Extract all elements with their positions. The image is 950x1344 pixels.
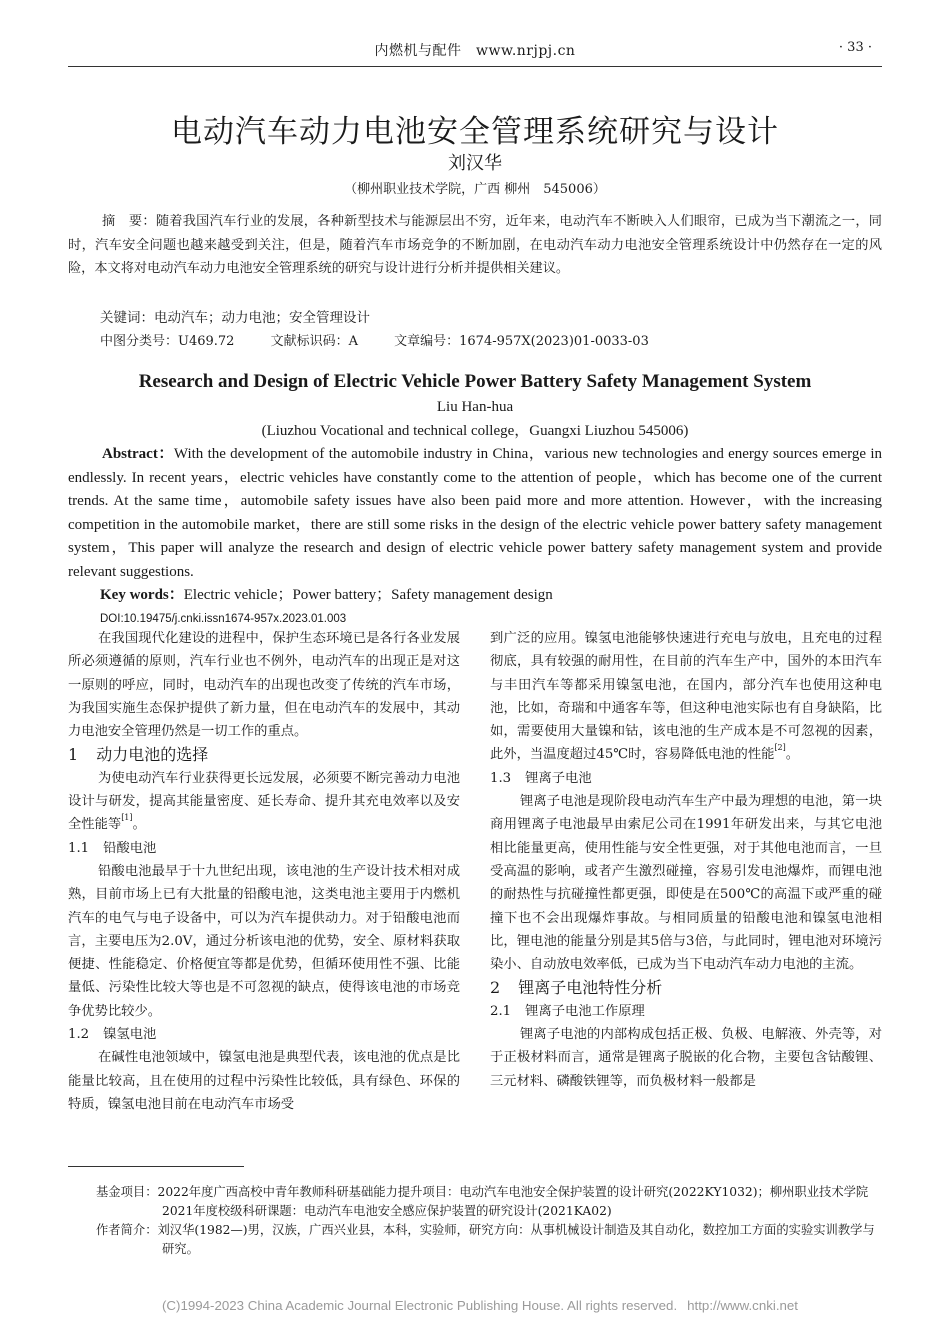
chinese-abstract-text: 随着我国汽车行业的发展，各种新型技术与能源层出不穷，近年来，电动汽车不断映入人们眼帘，已成为当下潮流之一，同时，汽车安全问题也越来越受到关注，但是，随着汽车市场竞争的不断加剧，在电动汽车动力电池安全管理系统设计中仍然存在一定的风险，本文将对电动汽车动力电池安全管理系统的研究与设计进行分析并提供相关建议。 [68, 214, 882, 276]
section-title: 动力电池的选择 [96, 745, 209, 765]
classification-line [100, 331, 677, 353]
paragraph-end: 。 [132, 817, 146, 833]
footnotes [96, 1183, 882, 1259]
copyright-footer [0, 1296, 950, 1316]
section-number: 1.3 [490, 770, 512, 786]
section-2-1-heading [490, 1000, 882, 1023]
paragraph-text: 到广泛的应用。镍氢电池能够快速进行充电与放电，且充电的过程彻底，具有较强的耐用性，在目前的汽车生产中，国外的本田汽车与丰田汽车等都采用镍氢电池，在国内，部分汽车也使用这种电池，比如，奇瑞和中通客车等，但这种电池实际也有自身缺陷，比如，需要使用大量镍和钴，该电池的生产成本是不可忽视的因素，此外，当温度超过45℃时，容易降低电池的性能 [490, 631, 882, 763]
chinese-affiliation: （柳州职业技术学院，广西 柳州 545006） [344, 182, 606, 197]
running-header [68, 38, 882, 67]
section-number: 2 [490, 978, 501, 998]
section-number: 1 [68, 745, 79, 765]
footnote-divider [68, 1166, 244, 1167]
doi[interactable]: DOI:10.19475/j.cnki.issn1674-957x.2023.01.003 [100, 613, 347, 625]
funding-label: 基金项目： [96, 1185, 158, 1199]
english-abstract-label: Abstract： [102, 446, 174, 462]
section-title: 镍氢电池 [103, 1027, 157, 1043]
page-number: · 33 · [838, 40, 872, 55]
english-title: Research and Design of Electric Vehicle Power Battery Safety Management System [138, 371, 812, 392]
section-1-2-continued [490, 627, 882, 767]
english-author: Liu Han-hua [436, 399, 514, 415]
section-1-1-paragraph: 铅酸电池最早于十九世纪出现，该电池的生产设计技术相对成熟，目前市场上已有大批量的铅酸电池，这类电池主要用于内燃机汽车的电气与电子设备中，可以为汽车提供动力。对于铅酸电池而言，主要电压为2.0V，通过分析该电池的优势，安全、原材料获取便捷、性能稳定、价格便宜等都是优势，但循环使用性不强、比能量低、污染性比较大等也是不可忽视的缺点，使得该电池的市场竞争优势比较少。 [68, 863, 460, 1019]
section-title: 铅酸电池 [103, 840, 157, 856]
author-bio-text: 刘汉华(1982—)男，汉族，广西兴业县，本科，实验师，研究方向：从事机械设计制造及其自动化，数控加工方面的实验实训教学与研究。 [157, 1223, 875, 1256]
right-column [490, 627, 882, 1093]
english-keywords [100, 584, 553, 606]
section-1-2-paragraph: 在碱性电池领域中，镍氢电池是典型代表，该电池的优点是比能量比较高，且在使用的过程中污染性比较低，具有绿色、环保的特质，镍氢电池目前在电动汽车市场受 [68, 1050, 460, 1112]
section-number: 1.1 [68, 840, 90, 856]
chinese-keywords-text: 电动汽车；动力电池；安全管理设计 [154, 310, 370, 326]
section-1-paragraph [68, 767, 460, 837]
english-abstract [68, 443, 882, 585]
english-keywords-text: Electric vehicle；Power battery；Safety management design [183, 587, 553, 603]
section-2-heading [490, 976, 882, 999]
paragraph-end: 。 [785, 747, 800, 763]
citation[interactable]: [1] [121, 813, 133, 823]
section-number: 1.2 [68, 1027, 90, 1043]
funding-text: 2022年度广西高校中青年教师科研基础能力提升项目：电动汽车电池安全保护装置的设计研究(2022KY1032)；柳州职业技术学院2021年度校级科研课题：电动汽车电池安全感应保护装置的研究设计(2021KA02) [157, 1185, 869, 1218]
paragraph-text: 为使电动汽车行业获得更长远发展，必须要不断完善动力电池设计与研发，提高其能量密度、延长寿命、提升其充电效率以及安全性能等 [68, 770, 460, 833]
section-1-1-heading [68, 837, 460, 860]
chinese-author: 刘汉华 [448, 153, 502, 174]
author-bio-label: 作者简介： [96, 1223, 158, 1237]
english-abstract-text: With the development of the automobile industry in China，various new technologies and energy sources emerge in endlessly. In recent years，electric vehicles have constantly come to the attention of people，which has become one of the current trends. At the same time，automobile safety issues have also been paid more and more attention. However，with the increasing competition in the automobile market，there are still some risks in the design of the electric vehicle power battery safety management system，This paper will analyze the research and design of electric vehicle power battery safety management system and provide relevant suggestions. [68, 446, 882, 580]
intro-paragraph: 在我国现代化建设的进程中，保护生态环境已是各行各业发展所必须遵循的原则，汽车行业也不例外，电动汽车的出现正是对这一原则的呼应，同时，电动汽车的出现也改变了传统的汽车市场，为我国实施生态保护提供了新力量，但在电动汽车的发展中，其动力电池安全管理仍然是一切工作的重点。 [68, 631, 460, 740]
chinese-keywords-label: 关键词： [100, 310, 154, 326]
section-1-3-paragraph: 锂离子电池是现阶段电动汽车生产中最为理想的电池，第一块商用锂离子电池最早由索尼公司在1991年研发出来，与其它电池相比能量更高，使用性能与安全性更强，对于其他电池而言，一旦受高温的影响，或者产生激烈碰撞，容易引发电池爆炸，而锂电池的耐热性与抗碰撞性都更强，即使是在500℃的高温下或严重的碰撞下也不会出现爆炸事故。与相同质量的铅酸电池和镍氢电池相比，锂电池的能量分别是其5倍与3倍，与此同时，锂电池对环境污染小、自动放电效率低，已成为当下电动汽车动力电池的主流。 [490, 794, 882, 973]
copyright-text: (C)1994-2023 China Academic Journal Electronic Publishing House. All rights reserved. [161, 1298, 678, 1313]
document-code: 文献标识码：A [270, 334, 358, 349]
chinese-keywords [100, 307, 370, 329]
english-keywords-label: Key words： [100, 587, 184, 603]
left-column [68, 627, 460, 1116]
section-1-3-heading [490, 767, 882, 790]
journal-name: 内燃机与配件 www.nrjpj.cn [374, 43, 576, 59]
section-title: 锂离子电池特性分析 [518, 978, 663, 998]
section-title: 锂离子电池工作原理 [525, 1003, 645, 1019]
author-bio-note [96, 1221, 882, 1259]
section-number: 2.1 [490, 1003, 512, 1019]
section-title: 锂离子电池 [525, 770, 592, 786]
citation[interactable]: [2] [774, 743, 786, 753]
english-affiliation: (Liuzhou Vocational and technical college，Guangxi Liuzhou 545006) [261, 423, 689, 439]
chinese-abstract [68, 210, 882, 281]
chinese-title: 电动汽车动力电池安全管理系统研究与设计 [171, 114, 779, 150]
cnki-link[interactable]: http://www.cnki.net [687, 1298, 798, 1313]
chinese-abstract-label: 摘 要： [102, 214, 156, 229]
article-id: 文章编号：1674-957X(2023)01-0033-03 [394, 334, 649, 349]
section-1-heading [68, 743, 460, 766]
clc-number: 中图分类号：U469.72 [100, 334, 235, 349]
section-1-2-heading [68, 1023, 460, 1046]
section-2-1-paragraph: 锂离子电池的内部构成包括正极、负极、电解液、外壳等，对于正极材料而言，通常是锂离子脱嵌的化合物，主要包含钴酸锂、三元材料、磷酸铁锂等，而负极材料一般都是 [490, 1027, 882, 1089]
funding-note [96, 1183, 882, 1221]
